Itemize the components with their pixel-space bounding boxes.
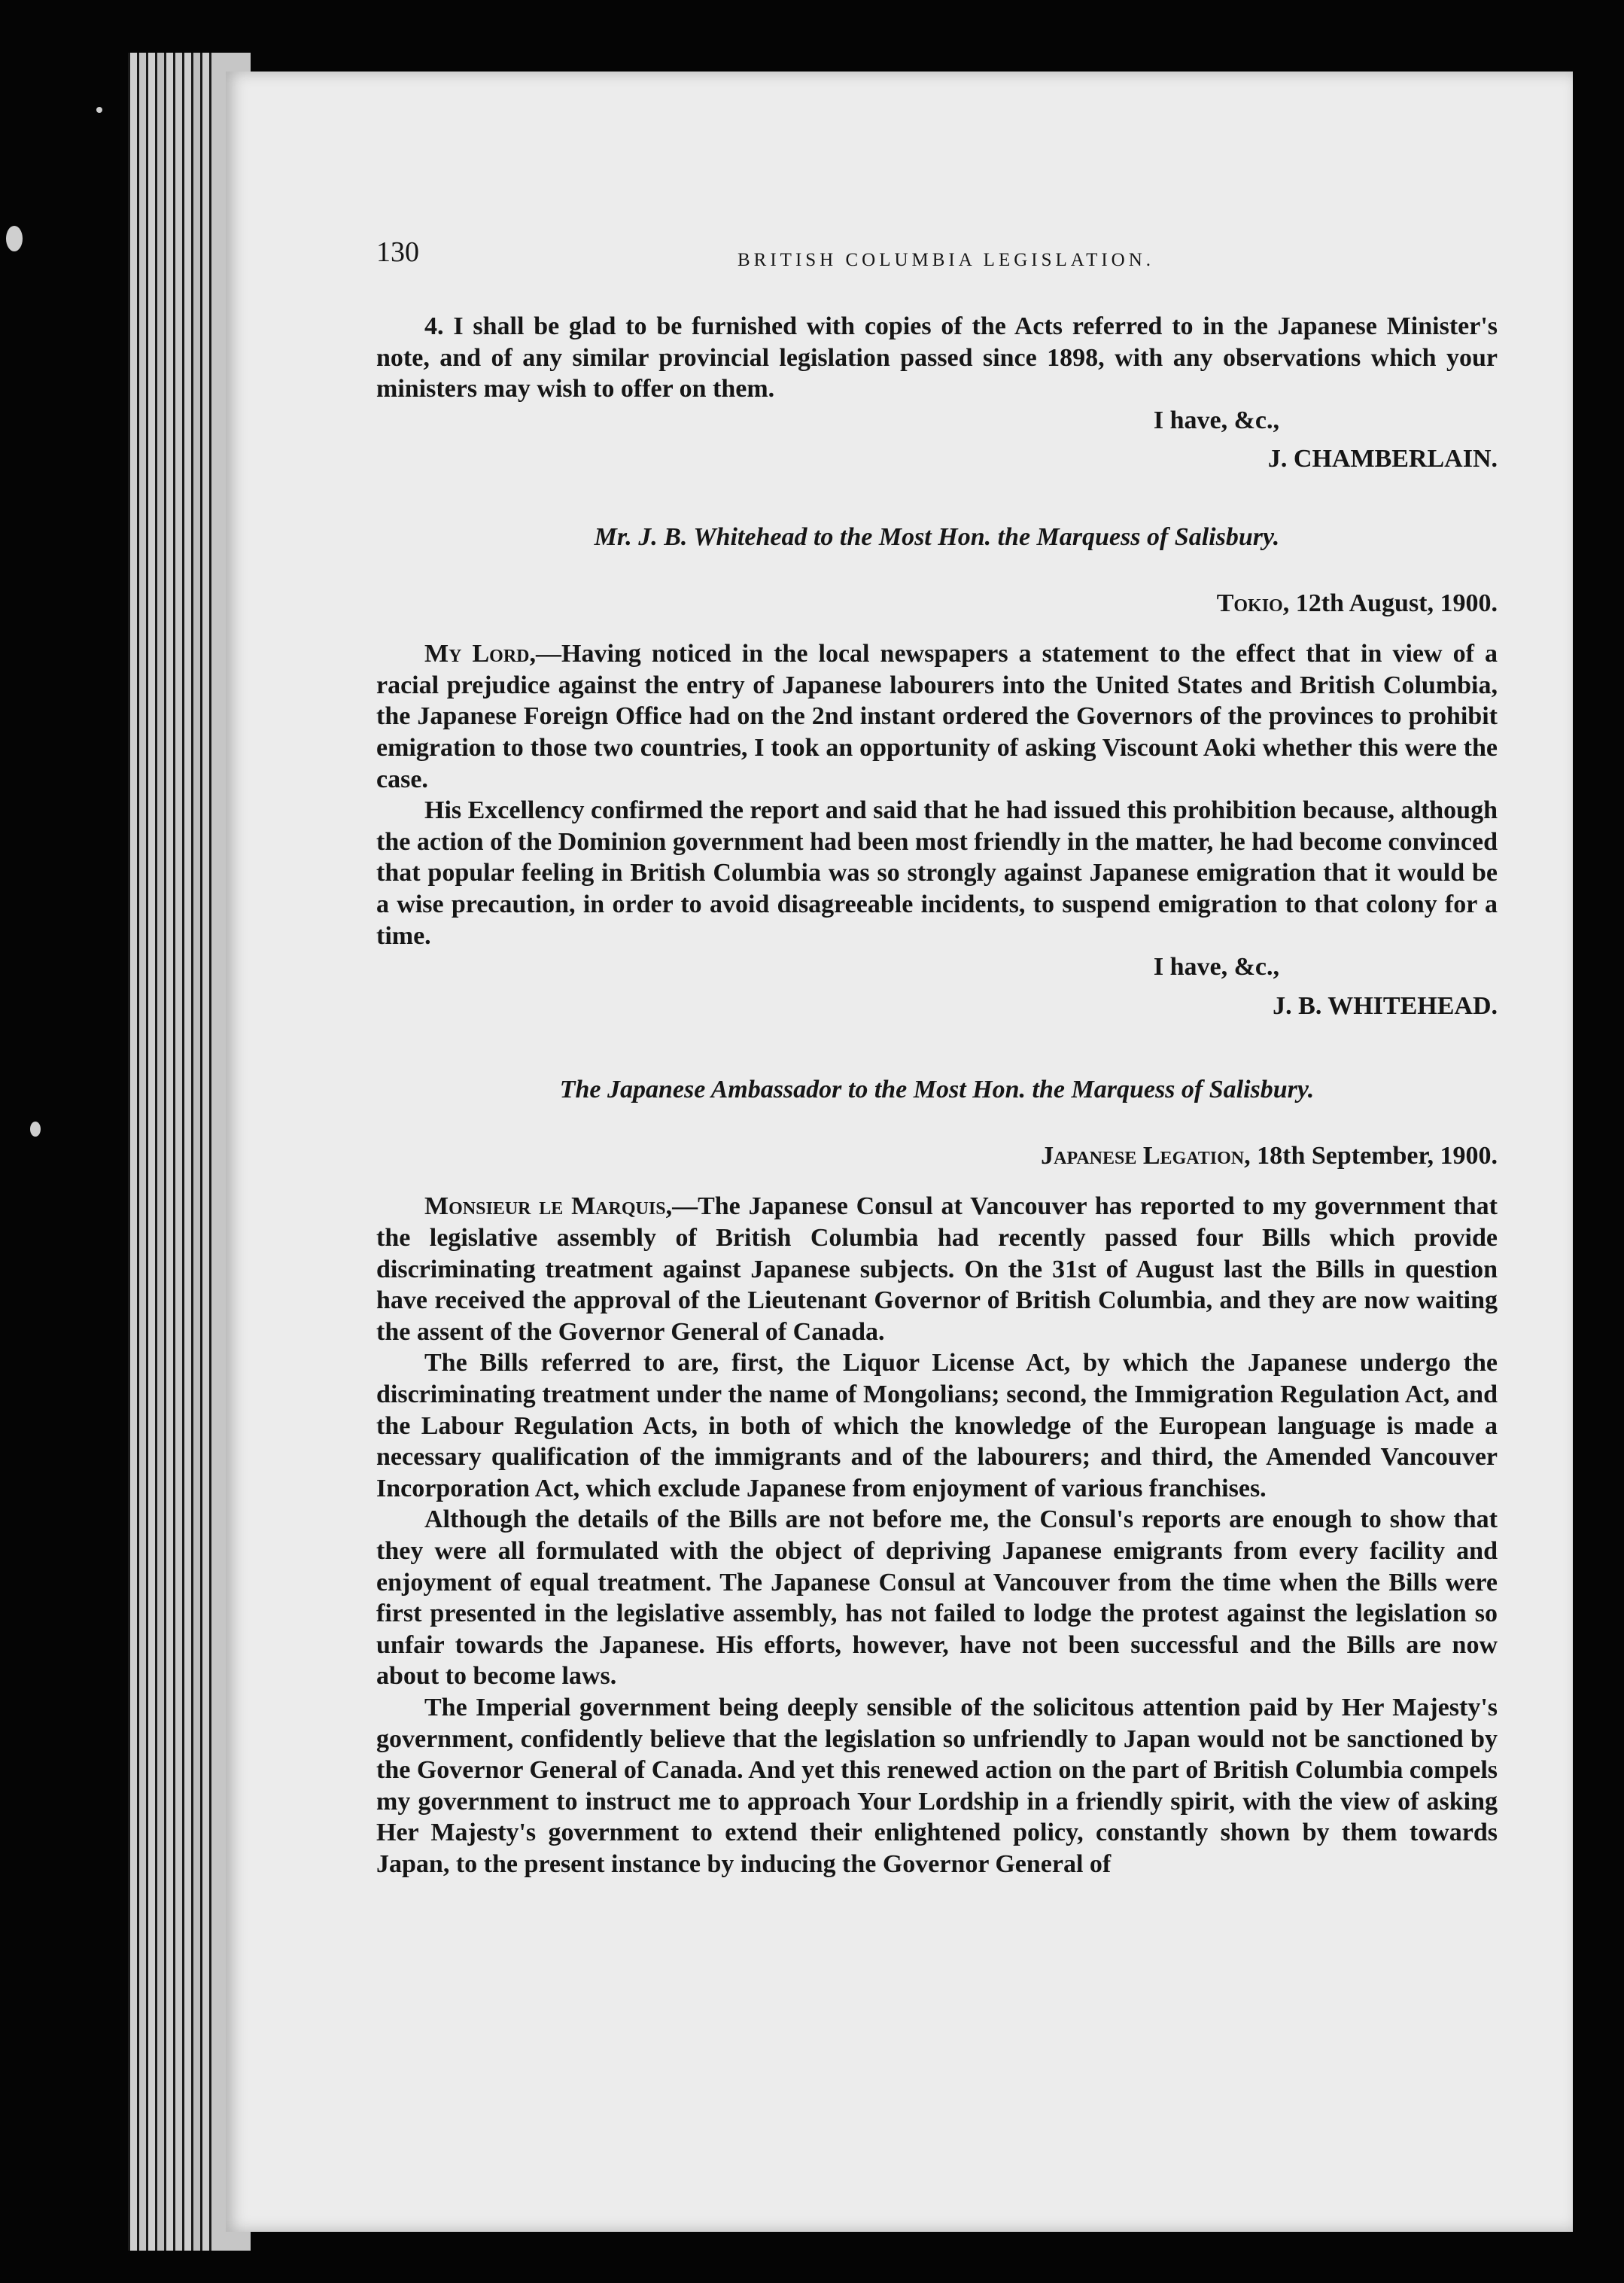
letter3-paragraph-2: The Bills referred to are, first, the Liquor License Act, by which the Japanese undergo the discriminating treatment under the name of Mongolians; second, the Immigration Regulation Act, and the Labour Regulation Acts, in both of which the knowledge of the European language is made a necessary qualification of the immigrants and of the labourers; and third, the Amended Vancouver Incorporation Act, which exclude Japanese from enjoyment of various franchises. (376, 1349, 1498, 1502)
letter1-closing: I have, &c., (1153, 406, 1279, 434)
letter2-paragraph-1 (376, 638, 1498, 795)
page-content (376, 237, 1498, 1880)
letter3-paragraph-1 (376, 1191, 1498, 1347)
letter1-paragraph: 4. I shall be glad to be furnished with copies of the Acts referred to in the Japanese Minister's note, and of any similar provincial legislation passed since 1898, with any observations which your ministers may wish to offer on them. (376, 312, 1498, 403)
scan-speck (6, 226, 23, 251)
letter1-signature: J. CHAMBERLAIN. (1267, 445, 1498, 473)
letter2-paragraph-2: His Excellency confirmed the report and said that he had issued this prohibition because, although the action of the Dominion government had been most friendly in the matter, he had become convinced that popular feeling in British Columbia was so strongly against Japanese emigration that it would be a wise precaution, in order to avoid disagreeable incidents, to suspend emigration to that colony for a time. (376, 796, 1498, 950)
running-title: BRITISH COLUMBIA LEGISLATION. (737, 250, 1155, 270)
letter2-salutation: My Lord, (424, 640, 536, 668)
book-page (226, 72, 1573, 2232)
running-head (376, 237, 1498, 282)
letter2-closing: I have, &c., (1153, 953, 1279, 982)
page-number: 130 (376, 236, 419, 268)
letter2-dateline (376, 588, 1498, 619)
scan-speck (30, 1122, 41, 1137)
letter3-dateline-place: Japanese Legation, (1041, 1141, 1251, 1170)
letter3-paragraph-1-text: —The Japanese Consul at Vancouver has reported to my government that the legislative assembly of British Columbia had recently passed four Bills which provide discriminating treatment against Japanese subjects. On the 31st of August last the Bills in question have received the approval of the Lieutenant Governor of British Columbia, and they are now waiting the assent of the Governor General of Canada. (376, 1192, 1498, 1346)
letter2-heading: Mr. J. B. Whitehead to the Most Hon. the Marquess of Salisbury. (594, 522, 1280, 551)
letter3-dateline-date: 18th September, 1900. (1257, 1141, 1498, 1170)
letter2-dateline-place: Tokio, (1216, 589, 1290, 617)
letter2-dateline-date: 12th August, 1900. (1295, 589, 1498, 617)
letter3-paragraph-3: Although the details of the Bills are not before me, the Consul's reports are enough to show that they were all formulated with the object of depriving Japanese emigrants from every facility and enjoyment of equal treatment. The Japanese Consul at Vancouver from the time when the Bills were first presented in the legislative assembly, has not failed to lodge the protest against the legislation so unfair towards the Japanese. His efforts, however, have not been successful and the Bills are now about to become laws. (376, 1505, 1498, 1691)
letter3-paragraph-4: The Imperial government being deeply sensible of the solicitous attention paid by Her Majesty's government, confidently believe that the legislation so unfriendly to Japan would not be sanctioned by the Governor General of Canada. And yet this renewed action on the part of British Columbia compels my government to instruct me to approach Your Lordship in a friendly spirit, with the view of asking Her Majesty's government to extend their enlightened policy, constantly shown by them towards Japan, to the present instance by inducing the Governor General of (376, 1693, 1498, 1878)
scan-speck (96, 107, 102, 113)
letter3-salutation: Monsieur le Marquis, (424, 1192, 673, 1221)
letter3-heading: The Japanese Ambassador to the Most Hon. the Marquess of Salisbury. (559, 1076, 1315, 1104)
letter2-signature: J. B. WHITEHEAD. (1273, 991, 1498, 1020)
letter2-paragraph-1-text: —Having noticed in the local newspapers a statement to the effect that in view of a racial prejudice against the entry of Japanese labourers into the United States and British Columbia, the Japanese Foreign Office had on the 2nd instant ordered the Governors of the provinces to prohibit emigration to those two countries, I took an opportunity of asking Viscount Aoki whether this were the case. (376, 640, 1498, 793)
letter3-dateline (376, 1140, 1498, 1172)
